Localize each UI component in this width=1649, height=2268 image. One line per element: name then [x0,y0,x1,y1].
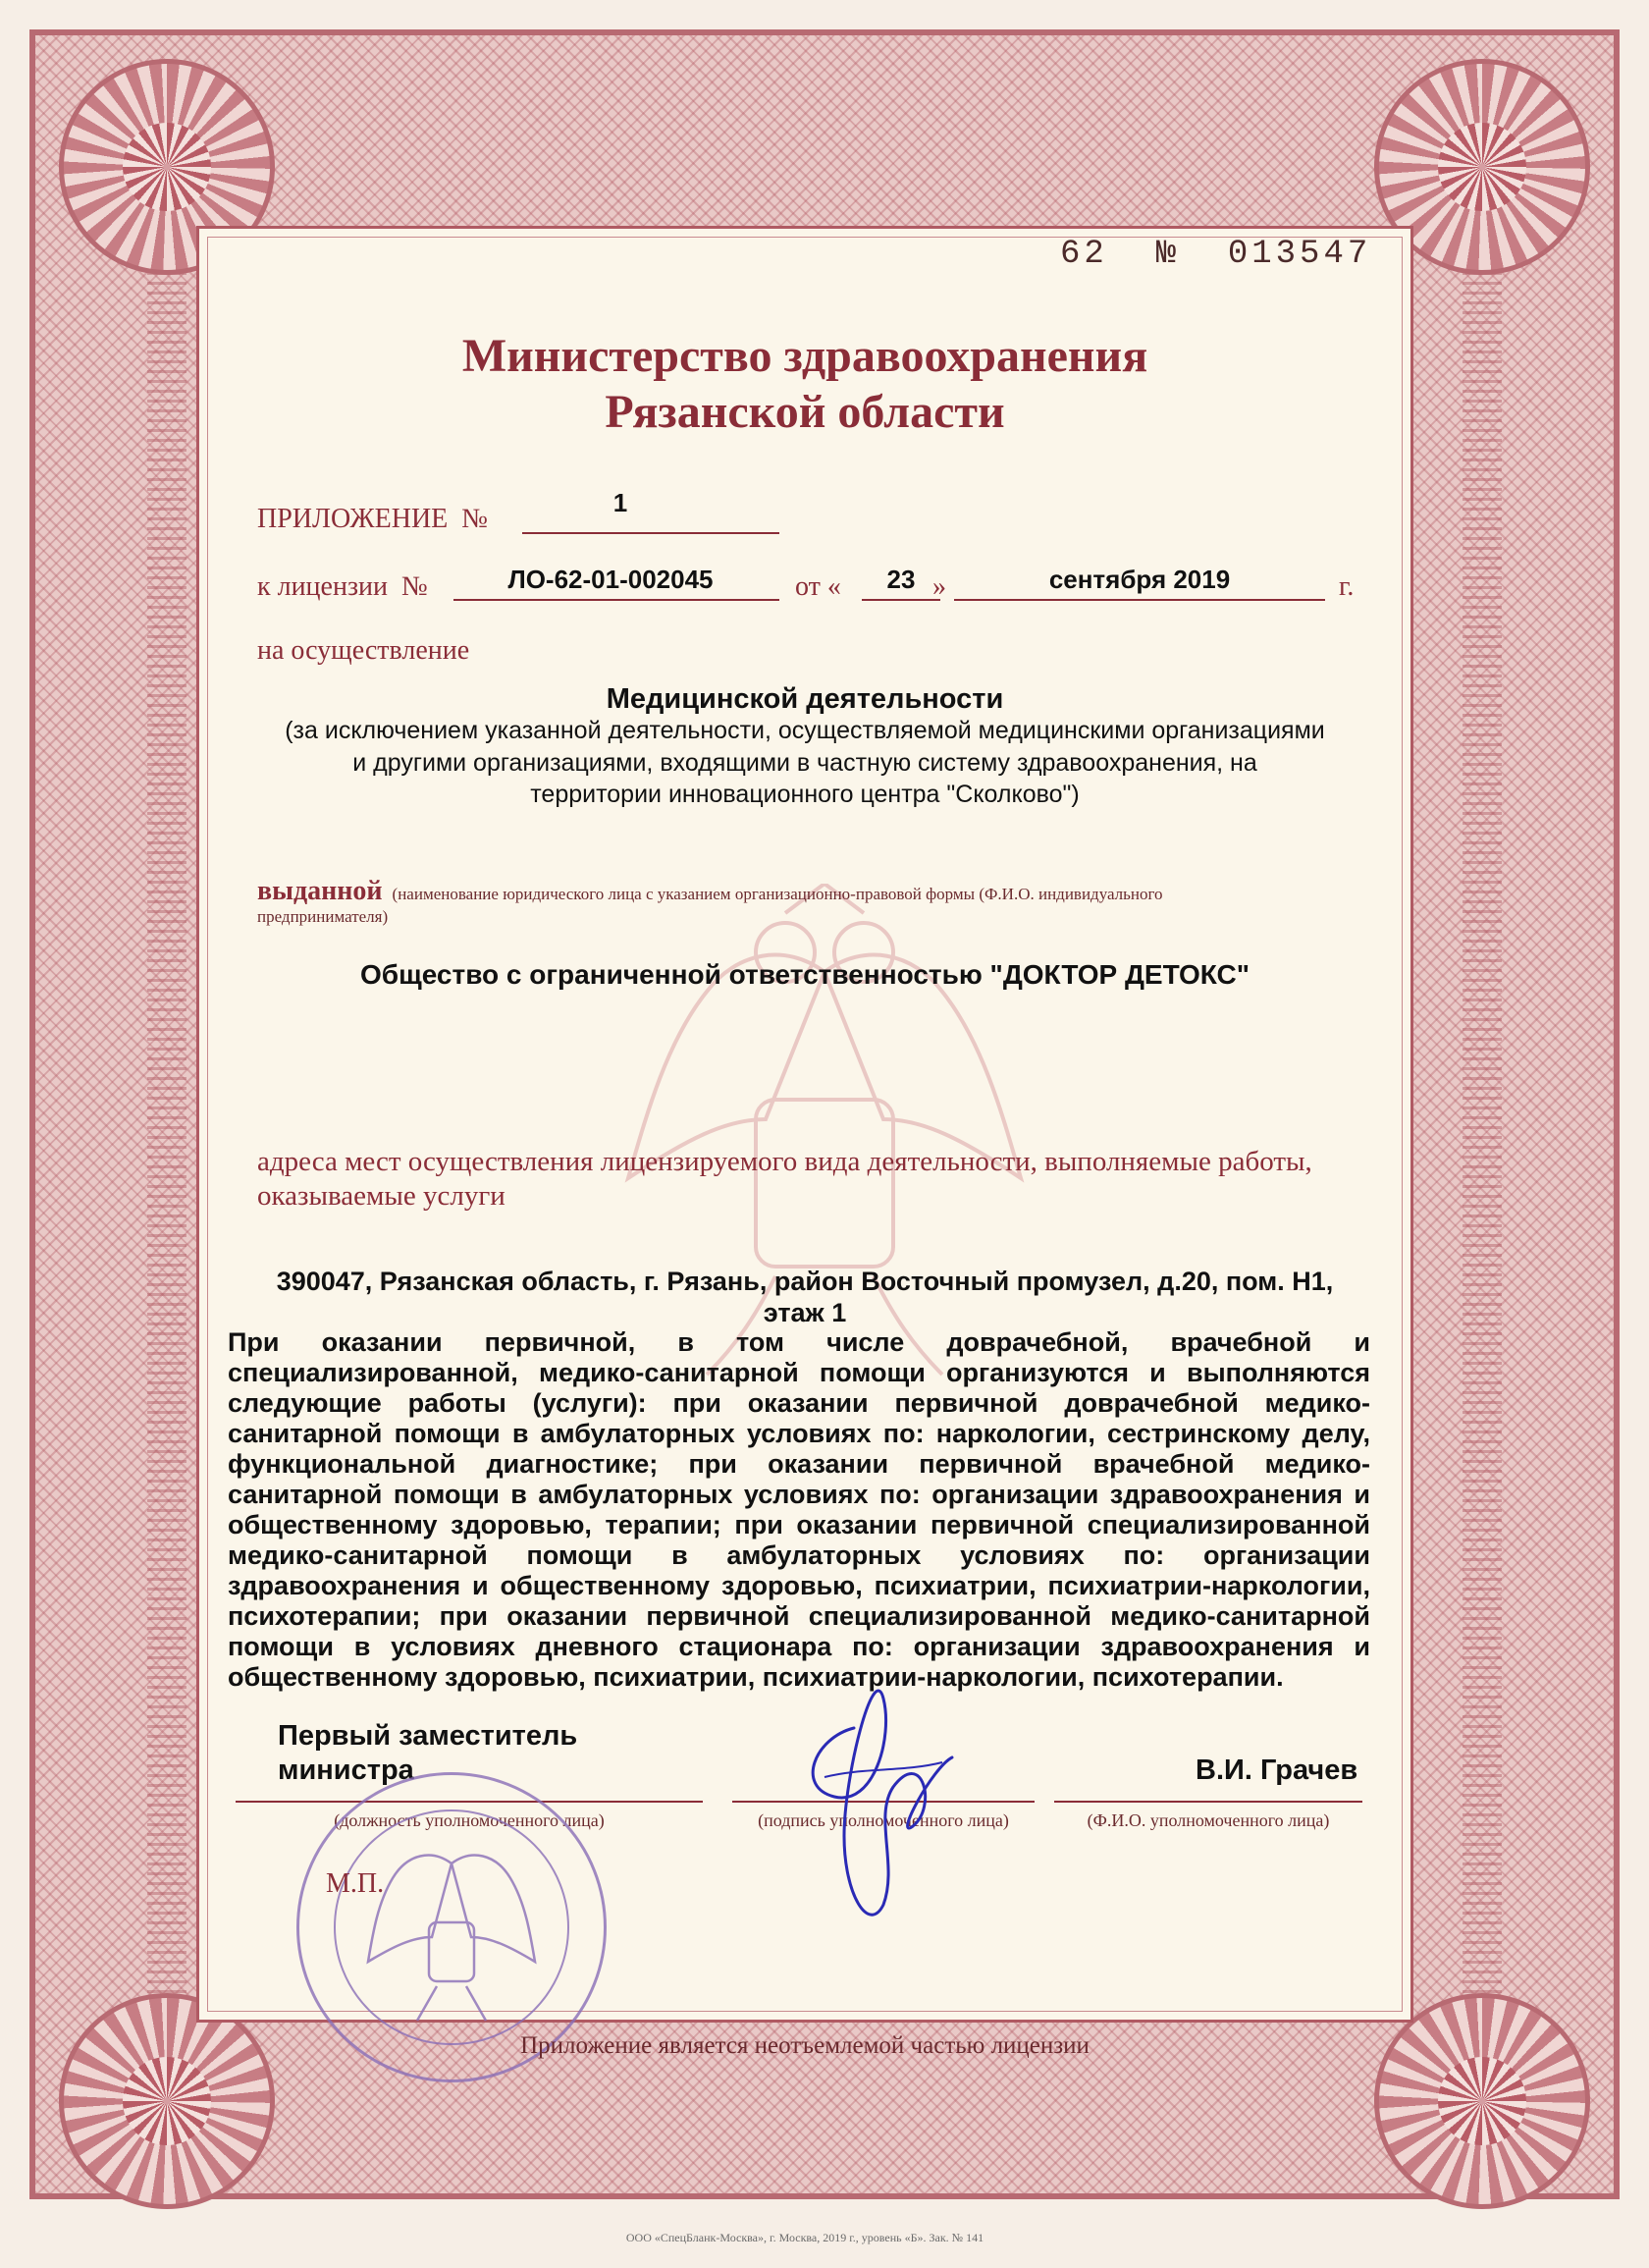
issued-organization: Общество с ограниченной ответственностью "ДОКТОР ДЕТОКС" [360,959,1250,990]
appendix-sign: № [461,504,488,534]
issued-hint-line1: (наименование юридического лица с указанием организационно-правовой формы (Ф.И.О. индивидуального [392,885,1163,903]
name-hint: (Ф.И.О. уполномоченного лица) [1087,1810,1330,1830]
serial-sign: № [1155,236,1181,273]
seal-place-label: М.П. [326,1868,385,1899]
footer-note: Приложение является неотъемлемой частью лицензии [520,2032,1090,2059]
left-ornament-band [147,196,186,2042]
license-month-year: сентября 2019 [1048,565,1231,594]
address-line2: этаж 1 [763,1298,847,1327]
appendix-label [257,504,488,535]
activity-note-line1: (за исключением указанной деятельности, осуществляемой медицинскими организациями [285,717,1325,744]
serial-value: 013547 [1227,236,1372,273]
signer-position-line1: Первый заместитель [278,1720,578,1752]
license-date-from: от « [795,571,841,602]
issued-hint-line2: предпринимателя) [257,907,389,926]
signer-position-line2: министра [278,1755,414,1786]
signature-hint: (подпись уполномоченного лица) [758,1810,1009,1830]
right-ornament-band [1463,196,1502,2042]
address-line1: 390047, Рязанская область, г. Рязань, район Восточный промузел, д.20, пом. Н1, [276,1267,1334,1296]
license-year-suffix: г. [1339,571,1355,602]
issued-block [257,878,1356,909]
activity-note-line2: и другими организациями, входящими в частную систему здравоохранения, на [352,749,1257,777]
addresses-label-line2: оказываемые услуги [257,1180,505,1212]
license-label-text: к лицензии [257,571,388,602]
license-month-line [954,599,1325,601]
activity-title: Медицинской деятельности [606,683,1004,715]
serial-number [1060,236,1371,273]
license-number-line [453,599,779,601]
ministry-title-line2: Рязанской области [605,386,1005,438]
services-text: При оказании первичной, в том числе доврачебной, врачебной и специализированной, медико-санитарной помощи организуются и выполняются следующие работы (услуги): при оказании первичной доврачебной медико-санитарной помощи в амбулаторных условиях по: наркологии, сестринскому делу, функциональной диагностике; при оказании первичной врачебной медико-санитарной помощи в амбулаторных условиях по: организации здравоохранения и общественному здоровью, терапии; при оказании первичной специализированной медико-санитарной помощи в амбулаторных условиях по: организации здравоохранения и общественному здоровью, психиатрии, психиатрии-наркологии, психотерапии; при оказании первичной специализированной медико-санитарной помощи в условиях дневного стационара по: организации здравоохранения и общественному здоровью, психиатрии, психиатрии-наркологии, психотерапии. [228,1327,1370,1692]
rosette-bottom-left [59,1993,275,2209]
printer-info: ООО «СпецБланк-Москва», г. Москва, 2019 г., уровень «Б». Зак. № 141 [625,2231,984,2244]
license-label [257,571,428,603]
appendix-number-line [522,532,779,534]
license-day: 23 [886,565,916,594]
addresses-label-line1: адреса мест осуществления лицензируемого вида деятельности, выполняемые работы, [257,1146,1312,1177]
license-day-line [862,599,940,601]
appendix-number: 1 [612,488,628,517]
serial-series: 62 [1060,236,1108,273]
position-hint: (должность уполномоченного лица) [334,1810,605,1830]
name-line [1054,1801,1362,1803]
rosette-bottom-right [1374,1993,1590,2209]
handwritten-signature [775,1659,972,1954]
appendix-label-text: ПРИЛОЖЕНИЕ [257,504,449,534]
signer-name: В.И. Грачев [1196,1755,1358,1786]
activity-intro: на осуществление [257,635,470,666]
ministry-title-line1: Министерство здравоохранения [461,330,1148,382]
license-number: ЛО-62-01-002045 [507,565,714,594]
issued-label: выданной [257,876,383,906]
license-sign: № [401,571,428,602]
license-day-close: » [932,571,946,602]
activity-note-line3: территории инновационного центра "Сколково") [530,781,1080,808]
